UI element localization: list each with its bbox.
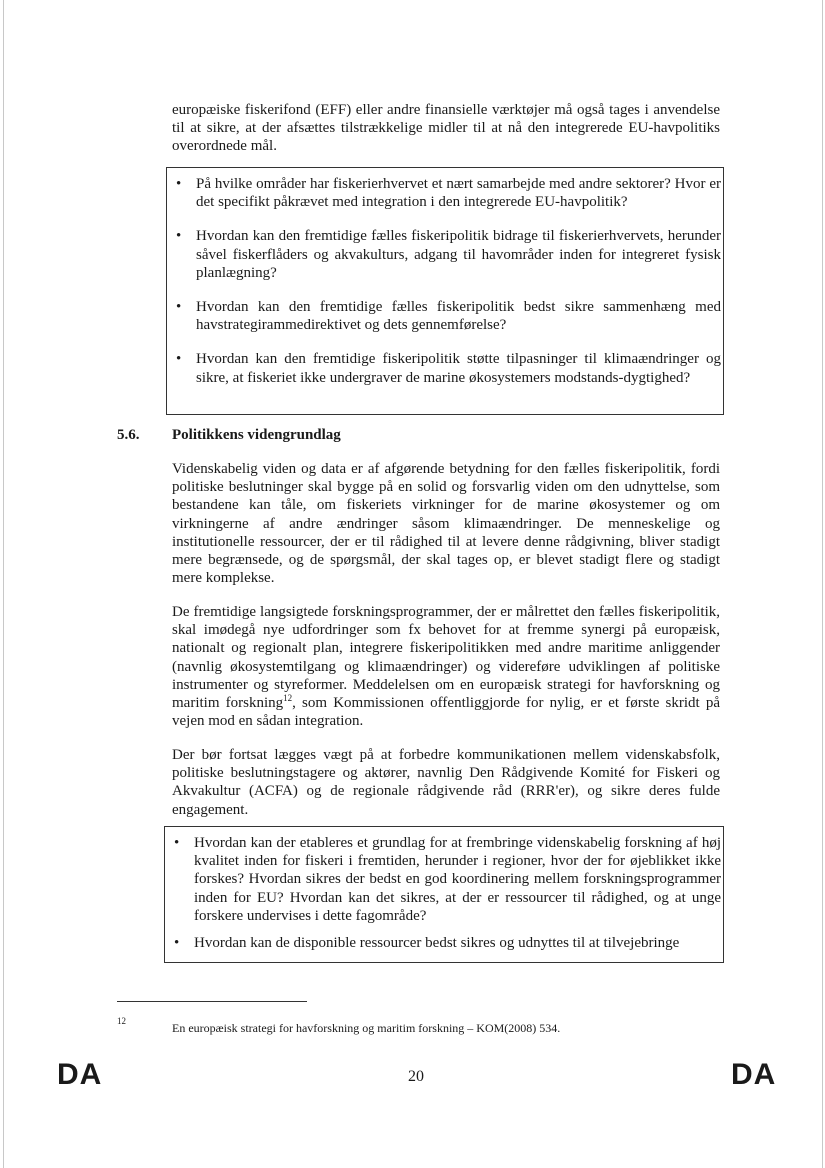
question-item: [168, 298, 721, 334]
language-code-right: DA: [731, 1058, 777, 1091]
scan-edge-right: [822, 0, 823, 1168]
question-text: Hvordan kan den fremtidige fiskeripolitik støtte tilpasninger til klimaændringer og sikre, at fiskeriet ikke undergraver de marine økosystemers modstands-dygtighed?: [196, 351, 721, 386]
question-text: Hvordan kan den fremtidige fælles fiskeripolitik bidrage til fiskerierhvervets, herunder såvel fiskerflåders og akvakulturs, adgang til havområder inden for integreret fysisk planlægning?: [196, 228, 721, 281]
intro-paragraph: europæiske fiskerifond (EFF) eller andre finansielle værktøjer må også tages i anvendelse til at sikre, at der afsættes tilstrækkelige midler til at nå den integrerede EU-havpolitiks overordnede mål.: [172, 102, 720, 155]
body-paragraph-3: Der bør fortsat lægges vægt på at forbedre kommunikationen mellem videnskabsfolk, politiske beslutningstagere og aktører, navnlig Den Rådgivende Komité for Fiskeri og Akvakultur (ACFA) og de regionale rådgivende råd (RRR'er), og sikre deres fulde engagement.: [172, 747, 720, 818]
language-code-left: DA: [57, 1058, 103, 1091]
footnote-reference[interactable]: 12: [283, 693, 293, 704]
body-paragraph-2: [172, 603, 720, 730]
question-text: På hvilke områder har fiskerierhvervet et nært samarbejde med andre sektorer? Hvor er det specifikt påkrævet med integration i den integrerede EU-havpolitik?: [196, 176, 721, 211]
bullet-icon: •: [174, 935, 180, 952]
body-paragraph-2-start: De fremtidige langsigtede forskningsprogrammer, der er målrettet den fælles fiskeripolitik, skal imødegå nye udfordringer som fx behovet for at fremme synergi på europæisk, nationalt og regionalt plan, integrere fiskeripolitikken med andre maritime anliggender (navnlig økosystemtilgang og klimaændringer) og videreføre udviklingen af politiske instrumenter og styreformer. Meddelelsen om en europæisk strategi for havforskning og maritim forskning: [172, 604, 720, 712]
question-text: Hvordan kan de disponible ressourcer bedst sikres og udnyttes til at tilvejebringe: [194, 935, 680, 952]
question-item: [168, 350, 721, 386]
bullet-icon: •: [176, 176, 182, 192]
bullet-icon: •: [176, 228, 182, 245]
question-item: [168, 175, 721, 211]
questions-box-2: [164, 826, 724, 963]
body-paragraph-2-end: , som Kommissionen offentliggjorde for nylig, er et første skridt på vejen mod en sådan integration.: [172, 695, 720, 730]
question-text: Hvordan kan den fremtidige fælles fiskeripolitik bedst sikre sammenhæng med havstrategirammedirektivet og dets gennemførelse?: [196, 299, 721, 334]
question-text: Hvordan kan der etableres et grundlag for at frembringe videnskabelig forskning af høj kvalitet inden for fiskeri i fremtiden, herunder i regioner, hvor der for øjeblikket ikke forskes? Hvordan sikres der bedst en god koordinering mellem forskningsprogrammer inden for EU? Hvordan kan det sikres, at der er ressourcer til rådighed, og at unge forskere undervises i dette fagområde?: [194, 835, 721, 924]
questions-list-2: [166, 834, 721, 952]
footnote-text: En europæisk strategi for havforskning og maritim forskning – KOM(2008) 534.: [172, 1021, 561, 1035]
page-number: 20: [408, 1068, 424, 1085]
section-title: Politikkens videngrundlag: [172, 427, 341, 443]
section-number: 5.6.: [117, 427, 140, 443]
footnote-number: 12: [117, 1016, 126, 1026]
bullet-icon: •: [176, 299, 182, 316]
question-item: [166, 834, 721, 925]
questions-box-1: [166, 167, 724, 415]
bullet-icon: •: [176, 351, 182, 368]
question-item: [166, 934, 721, 952]
questions-list-1: [168, 175, 721, 387]
footnote-divider: [117, 1001, 307, 1002]
bullet-icon: •: [174, 835, 180, 851]
question-item: [168, 227, 721, 282]
body-paragraph-1: Videnskabelig viden og data er af afgørende betydning for den fælles fiskeripolitik, fordi politiske beslutninger skal bygge på en solid og forsvarlig viden om den udnyttelse, som bestandene kan tåle, om fiskeriets virkninger for de marine økosystemer og om virkningerne af andre ændringer såsom klimaændringer. De menneskelige og institutionelle ressourcer, der er til rådighed til at levere denne rådgivning, bliver stadigt mere begrænsede, og de spørgsmål, der skal tages op, er blevet stadigt flere og stadigt mere komplekse.: [172, 461, 720, 587]
scan-edge-left: [3, 0, 4, 1168]
